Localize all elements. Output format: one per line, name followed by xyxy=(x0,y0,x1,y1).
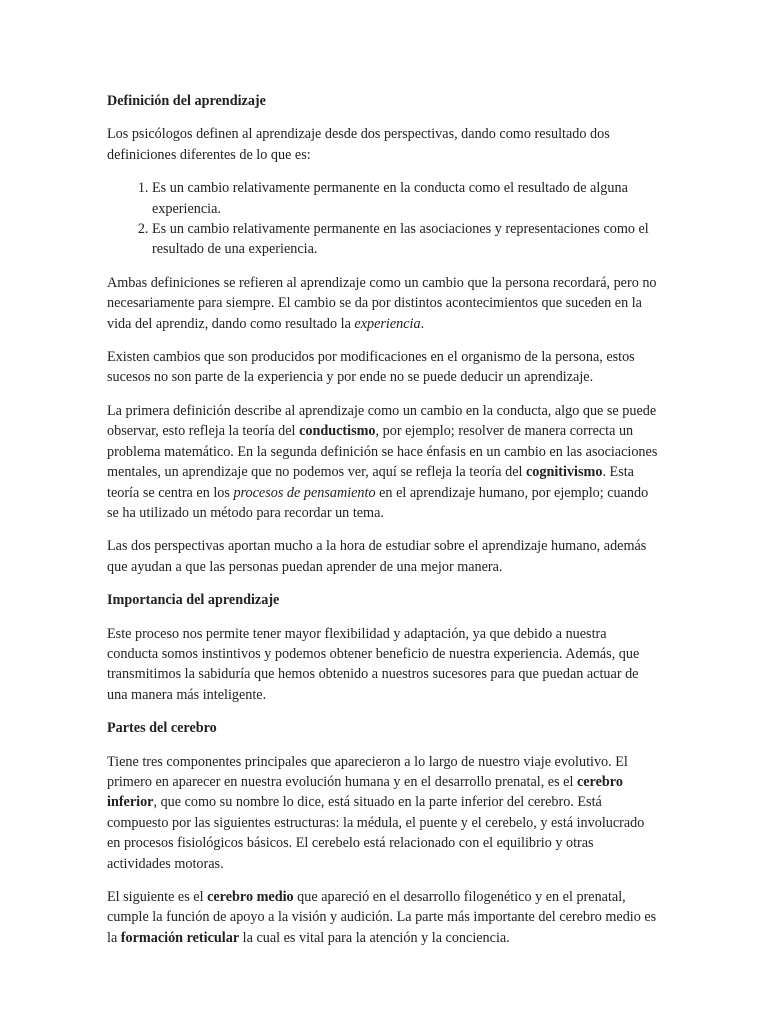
document-page xyxy=(107,91,660,961)
paragraph-perspectivas: Las dos perspectivas aportan mucho a la hora de estudiar sobre el aprendizaje humano, además que ayudan a que las personas puedan aprender de una mejor manera. xyxy=(107,538,647,575)
text-run: Tiene tres componentes principales que aparecieron a lo largo de nuestro viaje evolutivo. El primero en aparecer en nuestra evolución humana y en el desarrollo prenatal, es el xyxy=(107,753,628,790)
bold-cerebro-medio: cerebro medio xyxy=(207,889,294,905)
list-item: 2. Es un cambio relativamente permanente en las asociaciones y representaciones como el resultado de una experiencia. xyxy=(152,219,660,260)
emphasis-experiencia: experiencia xyxy=(354,315,421,332)
text-run: . Esta teoría se centra en los xyxy=(107,464,634,501)
paragraph-primera-definicion xyxy=(107,401,660,523)
bold-cognitivismo: cognitivismo xyxy=(525,464,603,481)
paragraph-cambios: Existen cambios que son producidos por modificaciones en el organismo de la persona, estos sucesos no son parte de la experiencia y por ende no se puede deducir un aprendizaje. xyxy=(107,349,635,386)
paragraph-ambas xyxy=(107,273,660,334)
text-run: la cual es vital para la atención y la conciencia. xyxy=(239,929,510,946)
text-run: Ambas definiciones se refieren al aprendizaje como un cambio que la persona recordará, pero no necesariamente para siempre. El cambio se da por distintos acontecimientos que suceden en la vida del aprendiz, dando como resultado la xyxy=(107,274,657,332)
heading-cerebro: Partes del cerebro xyxy=(107,720,217,737)
text-run: , que como su nombre lo dice, está situado en la parte inferior del cerebro. Está compuesto por las siguientes estructuras: la médula, el puente y el cerebelo, y está involucrado en procesos fisiológicos básicos. El cerebelo está relacionado con el equilibrio y otras actividades motoras. xyxy=(107,794,645,872)
bold-formacion-reticular: formación reticular xyxy=(120,929,240,946)
bold-cerebro-inferior: cerebro inferior xyxy=(107,773,623,811)
paragraph-intro: Los psicólogos definen al aprendizaje desde dos perspectivas, dando como resultado dos definiciones diferentes de lo que es: xyxy=(107,126,610,163)
text-run: en el aprendizaje humano, por ejemplo; cuando se ha utilizado un método para recordar un tema. xyxy=(107,484,649,521)
text-run: El siguiente es el xyxy=(107,889,208,905)
definitions-list xyxy=(107,178,660,260)
paragraph-cerebro-medio xyxy=(107,887,660,948)
paragraph-cerebro-inferior xyxy=(107,752,660,874)
heading-definicion: Definición del aprendizaje xyxy=(107,93,266,109)
text-run: , por ejemplo; resolver de manera correcta un problema matemático. En la segunda definición se hace énfasis en un cambio en las asociaciones mentales, un aprendizaje que no podemos ver, aquí se refleja la teoría del xyxy=(107,423,658,481)
paragraph-importancia: Este proceso nos permite tener mayor flexibilidad y adaptación, ya que debido a nuestra conducta somos instintivos y podemos obtener beneficio de nuestra experiencia. Además, que transmitimos la sabiduría que hemos obtenido a nuestros sucesores para que puedan actuar de una manera más inteligente. xyxy=(107,625,640,703)
text-run: . xyxy=(420,315,425,332)
heading-importancia: Importancia del aprendizaje xyxy=(107,592,280,609)
emphasis-procesos: procesos de pensamiento xyxy=(233,484,376,501)
text-run: que apareció en el desarrollo filogenético y en el prenatal, cumple la función de apoyo a la visión y audición. La parte más importante del cerebro medio es la xyxy=(107,889,657,946)
text-run: La primera definición describe al aprendizaje como un cambio en la conducta, algo que se puede observar, esto refleja la teoría del xyxy=(107,402,657,440)
list-item: 1. Es un cambio relativamente permanente en la conducta como el resultado de alguna experiencia. xyxy=(152,178,660,219)
bold-conductismo: conductismo xyxy=(299,423,376,440)
